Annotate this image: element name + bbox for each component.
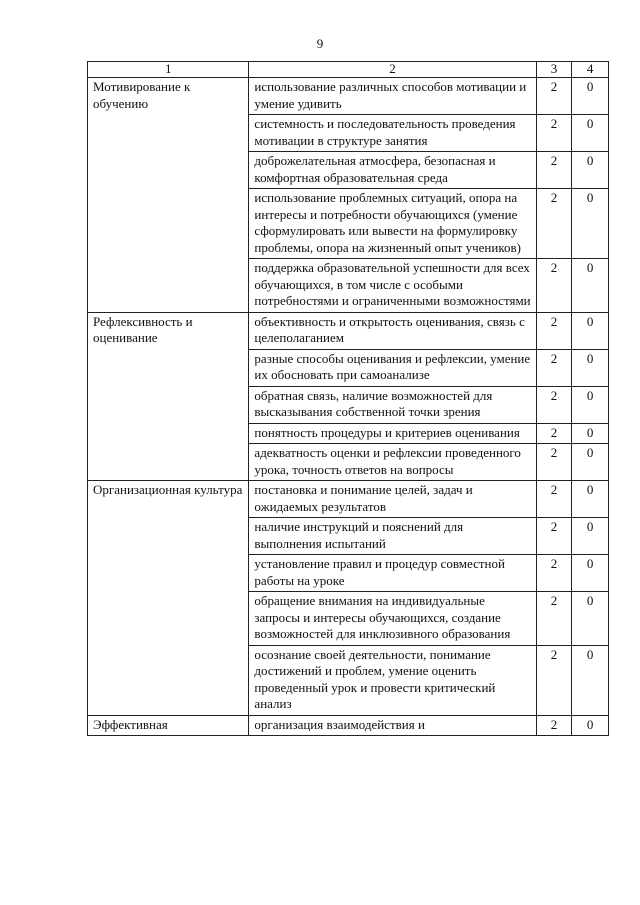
- max-score-cell: 2: [536, 386, 572, 423]
- indicator-cell: организация взаимодействия и: [249, 715, 536, 736]
- max-score-cell: 2: [536, 349, 572, 386]
- min-score-cell: 0: [572, 189, 609, 259]
- table-body: [88, 78, 609, 736]
- criterion-cell: Мотивирование к обучению: [88, 78, 249, 313]
- table-row: [88, 312, 609, 349]
- page-number: 9: [316, 36, 324, 51]
- column-header-2: 2: [249, 62, 536, 78]
- min-score-cell: 0: [572, 349, 609, 386]
- indicator-cell: системность и последовательность проведения мотивации в структуре занятия: [249, 115, 536, 152]
- max-score-cell: 2: [536, 518, 572, 555]
- indicator-cell: постановка и понимание целей, задач и ожидаемых результатов: [249, 481, 536, 518]
- min-score-cell: 0: [572, 115, 609, 152]
- max-score-cell: 2: [536, 444, 572, 481]
- indicator-cell: объективность и открытость оценивания, связь с целеполаганием: [249, 312, 536, 349]
- column-header-1: 1: [88, 62, 249, 78]
- min-score-cell: 0: [572, 592, 609, 646]
- indicator-cell: наличие инструкций и пояснений для выполнения испытаний: [249, 518, 536, 555]
- min-score-cell: 0: [572, 715, 609, 736]
- max-score-cell: 2: [536, 312, 572, 349]
- indicator-cell: поддержка образовательной успешности для всех обучающихся, в том числе с особыми потребностями и ограниченными возможностями: [249, 259, 536, 313]
- min-score-cell: 0: [572, 444, 609, 481]
- criterion-cell: Организационная культура: [88, 481, 249, 716]
- max-score-cell: 2: [536, 555, 572, 592]
- min-score-cell: 0: [572, 259, 609, 313]
- min-score-cell: 0: [572, 78, 609, 115]
- table-row: [88, 78, 609, 115]
- max-score-cell: 2: [536, 481, 572, 518]
- header-row: [88, 62, 609, 78]
- max-score-cell: 2: [536, 115, 572, 152]
- min-score-cell: 0: [572, 555, 609, 592]
- indicator-cell: установление правил и процедур совместной работы на уроке: [249, 555, 536, 592]
- indicator-cell: использование проблемных ситуаций, опора на интересы и потребности обучающихся (умение сформулировать или вывести на формулировку проблемы, опора на жизненный опыт учеников): [249, 189, 536, 259]
- min-score-cell: 0: [572, 423, 609, 444]
- min-score-cell: 0: [572, 518, 609, 555]
- indicator-cell: понятность процедуры и критериев оценивания: [249, 423, 536, 444]
- indicator-cell: осознание своей деятельности, понимание достижений и проблем, умение оценить проведенный урок и провести критический анализ: [249, 645, 536, 715]
- min-score-cell: 0: [572, 152, 609, 189]
- max-score-cell: 2: [536, 592, 572, 646]
- min-score-cell: 0: [572, 481, 609, 518]
- max-score-cell: 2: [536, 78, 572, 115]
- criteria-table: [87, 61, 609, 736]
- column-header-4: 4: [572, 62, 609, 78]
- max-score-cell: 2: [536, 152, 572, 189]
- column-header-3: 3: [536, 62, 572, 78]
- min-score-cell: 0: [572, 312, 609, 349]
- max-score-cell: 2: [536, 423, 572, 444]
- min-score-cell: 0: [572, 386, 609, 423]
- max-score-cell: 2: [536, 645, 572, 715]
- criterion-cell: Рефлексивность и оценивание: [88, 312, 249, 481]
- indicator-cell: адекватность оценки и рефлексии проведенного урока, точность ответов на вопросы: [249, 444, 536, 481]
- indicator-cell: использование различных способов мотивации и умение удивить: [249, 78, 536, 115]
- max-score-cell: 2: [536, 259, 572, 313]
- indicator-cell: обращение внимания на индивидуальные запросы и интересы обучающихся, создание возможностей для инклюзивного образования: [249, 592, 536, 646]
- max-score-cell: 2: [536, 189, 572, 259]
- indicator-cell: обратная связь, наличие возможностей для высказывания собственной точки зрения: [249, 386, 536, 423]
- indicator-cell: разные способы оценивания и рефлексии, умение их обосновать при самоанализе: [249, 349, 536, 386]
- table-row: [88, 481, 609, 518]
- min-score-cell: 0: [572, 645, 609, 715]
- max-score-cell: 2: [536, 715, 572, 736]
- criterion-cell: Эффективная: [88, 715, 249, 736]
- table-row: [88, 715, 609, 736]
- indicator-cell: доброжелательная атмосфера, безопасная и комфортная образовательная среда: [249, 152, 536, 189]
